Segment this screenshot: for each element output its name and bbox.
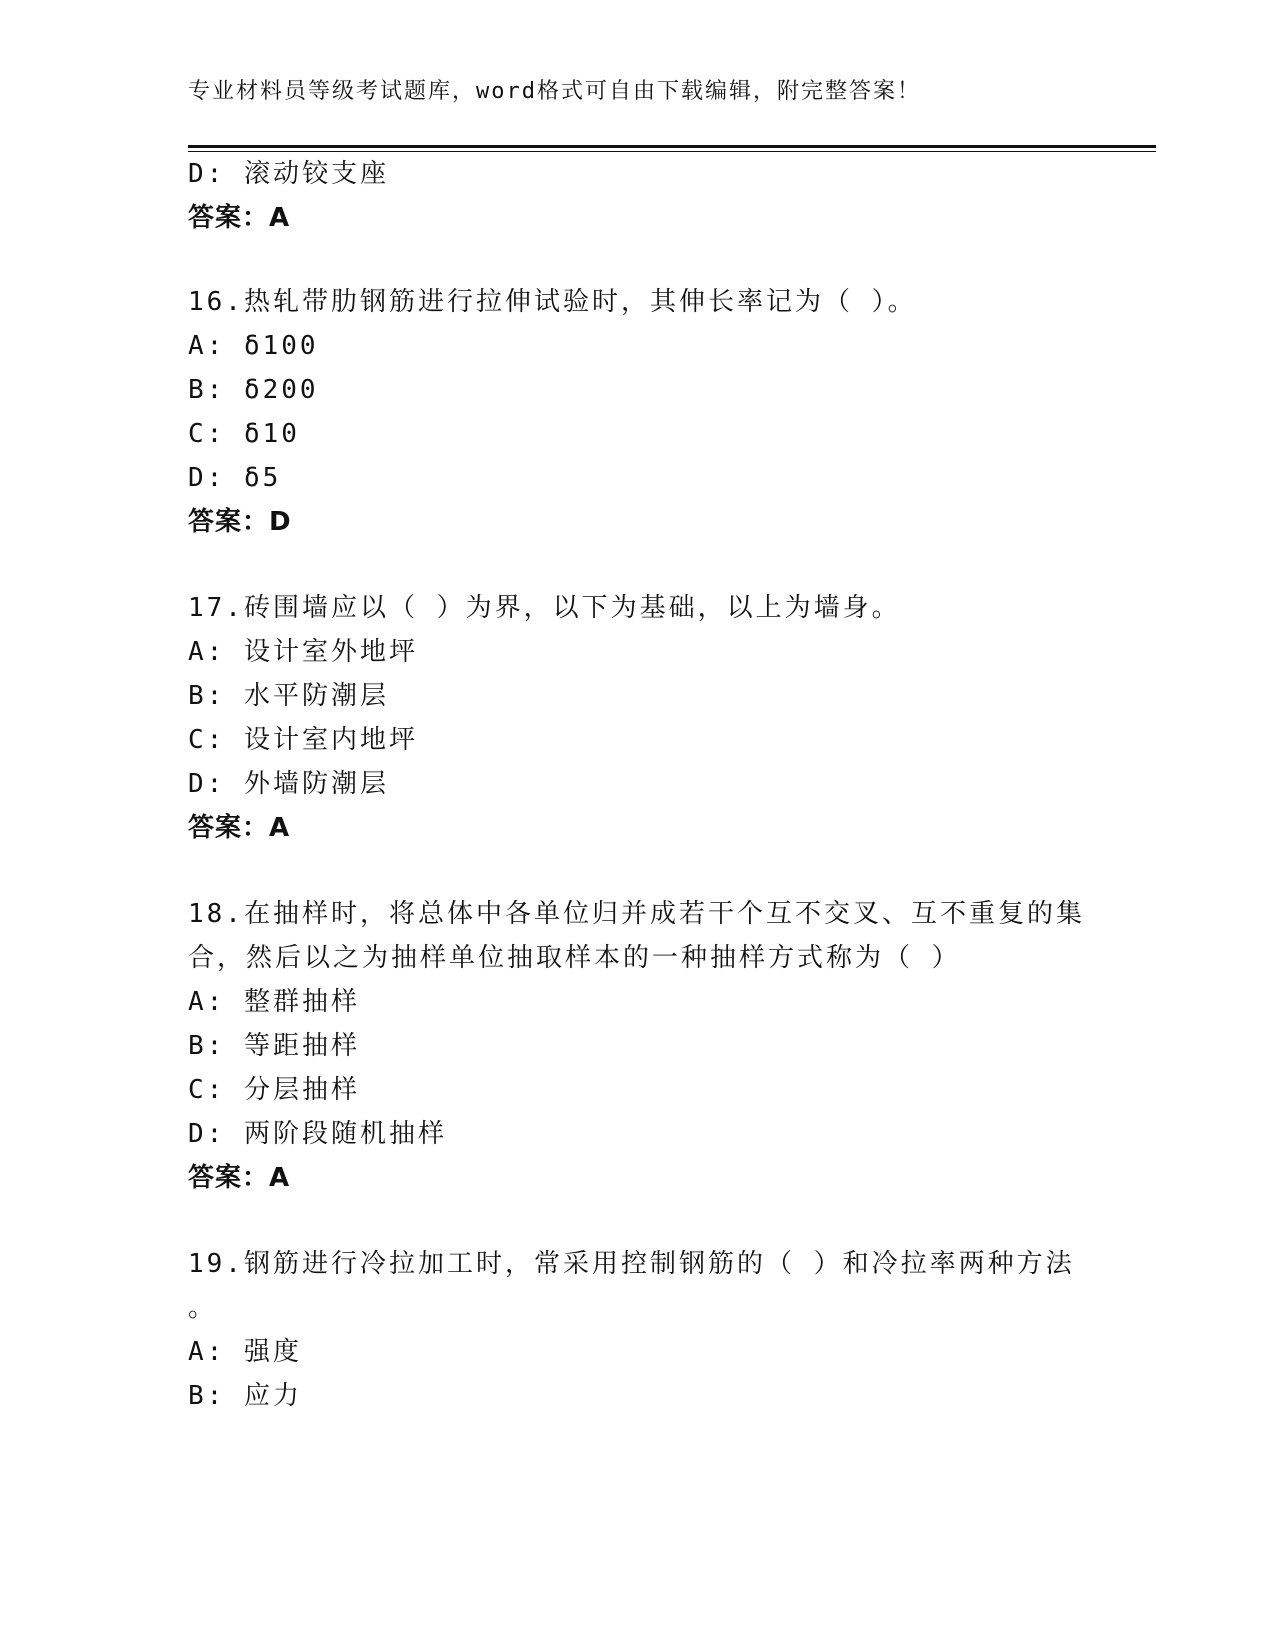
q16-answer: 答案：D bbox=[188, 507, 292, 537]
q19-stem-line1: 19.钢筋进行冷拉加工时，常采用控制钢筋的（ ）和冷拉率两种方法 bbox=[188, 1249, 1075, 1279]
q15-answer: 答案：A bbox=[188, 203, 291, 233]
q19-option-b: B: 应力 bbox=[188, 1381, 302, 1411]
q18-option-b: B: 等距抽样 bbox=[188, 1031, 360, 1061]
q18-answer: 答案：A bbox=[188, 1163, 291, 1193]
q16-option-a: A: δ100 bbox=[188, 331, 319, 361]
q16-option-c: C: δ10 bbox=[188, 419, 300, 449]
page-header: 专业材料员等级考试题库，word格式可自由下载编辑，附完整答案！ bbox=[188, 79, 921, 104]
header-rule-thick bbox=[188, 145, 1156, 148]
q19-option-a: A: 强度 bbox=[188, 1337, 302, 1367]
q17-option-a: A: 设计室外地坪 bbox=[188, 637, 418, 667]
q16-stem: 16.热轧带肋钢筋进行拉伸试验时，其伸长率记为（ ）。 bbox=[188, 287, 917, 317]
q18-option-c: C: 分层抽样 bbox=[188, 1075, 360, 1105]
header-rule-thin bbox=[188, 151, 1156, 152]
q17-answer: 答案：A bbox=[188, 813, 291, 843]
q17-option-c: C: 设计室内地坪 bbox=[188, 725, 418, 755]
q18-option-d: D: 两阶段随机抽样 bbox=[188, 1119, 447, 1149]
q17-option-d: D: 外墙防潮层 bbox=[188, 769, 389, 799]
q15-option-d: D: 滚动铰支座 bbox=[188, 159, 389, 189]
q18-option-a: A: 整群抽样 bbox=[188, 987, 360, 1017]
q16-option-d: D: δ5 bbox=[188, 463, 282, 493]
q17-stem: 17.砖围墙应以（ ）为界，以下为基础，以上为墙身。 bbox=[188, 593, 901, 623]
q18-stem-line1: 18.在抽样时，将总体中各单位归并成若干个互不交叉、互不重复的集 bbox=[188, 899, 1085, 929]
q16-option-b: B: δ200 bbox=[188, 375, 319, 405]
q18-stem-line2: 合，然后以之为抽样单位抽取样本的一种抽样方式称为（ ） bbox=[188, 943, 961, 973]
q19-stem-line2: 。 bbox=[188, 1293, 218, 1323]
q17-option-b: B: 水平防潮层 bbox=[188, 681, 389, 711]
